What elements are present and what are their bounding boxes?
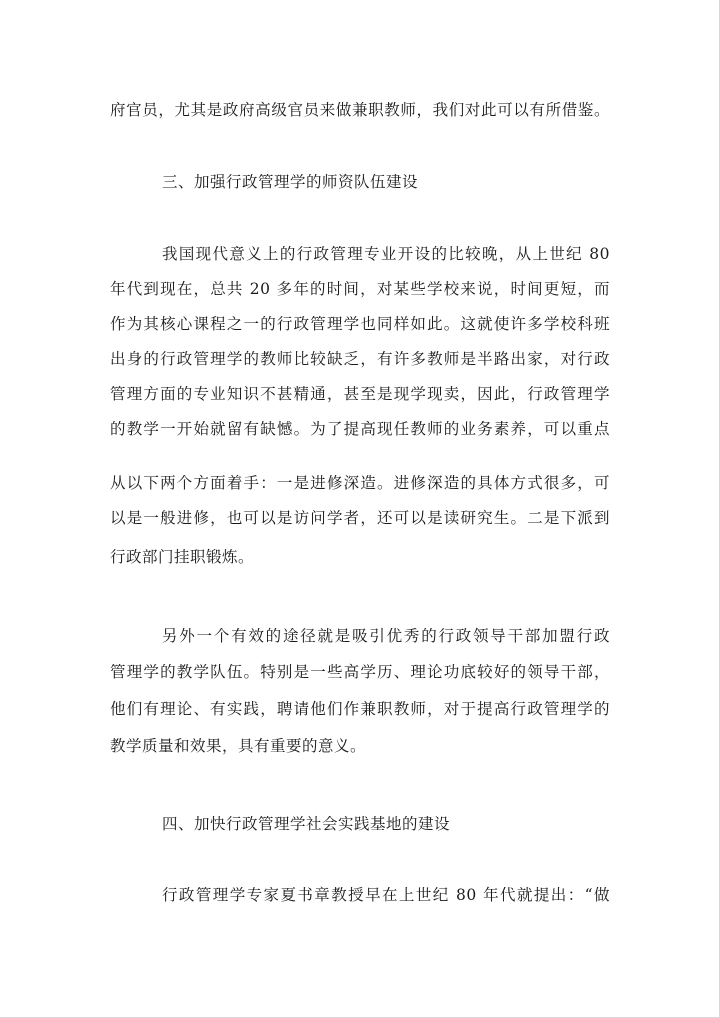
text-line: 另外一个有效的途径就是吸引优秀的行政领导干部加盟行政 bbox=[162, 627, 610, 645]
text-line: 我国现代意义上的行政管理专业开设的比较晚，从上世纪 80 bbox=[162, 245, 610, 263]
text-line: 的教学一开始就留有缺憾。为了提高现任教师的业务素养，可以重点 bbox=[110, 420, 610, 438]
text-line: 府官员，尤其是政府高级官员来做兼职教师，我们对此可以有所借鉴。 bbox=[110, 101, 610, 119]
text-line: 出身的行政管理学的教师比较缺乏，有许多教师是半路出家，对行政 bbox=[110, 350, 610, 368]
text-line: 管理方面的专业知识不甚精通，甚至是现学现卖，因此，行政管理学 bbox=[110, 385, 610, 403]
text-line: 以是一般进修，也可以是访问学者，还可以是读研究生。二是下派到 bbox=[110, 509, 610, 527]
text-line: 他们有理论、有实践，聘请他们作兼职教师，对于提高行政管理学的 bbox=[110, 700, 610, 718]
text-line: 作为其核心课程之一的行政管理学也同样如此。这就使许多学校科班 bbox=[110, 315, 610, 333]
text-line: 教学质量和效果，具有重要的意义。 bbox=[110, 737, 367, 755]
text-line: 年代到现在，总共 20 多年的时间，对某些学校来说，时间更短，而 bbox=[110, 280, 610, 298]
section-heading-4: 四、加快行政管理学社会实践基地的建设 bbox=[162, 815, 451, 833]
text-line: 管理学的教学队伍。特别是一些高学历、理论功底较好的领导干部， bbox=[110, 663, 610, 681]
text-line: 行政部门挂职锻炼。 bbox=[110, 548, 255, 566]
text-line: 行政管理学专家夏书章教授早在上世纪 80 年代就提出：“做 bbox=[162, 886, 610, 904]
text-line: 从以下两个方面着手：一是进修深造。进修深造的具体方式很多，可 bbox=[110, 474, 610, 492]
section-heading-3: 三、加强行政管理学的师资队伍建设 bbox=[162, 173, 419, 191]
